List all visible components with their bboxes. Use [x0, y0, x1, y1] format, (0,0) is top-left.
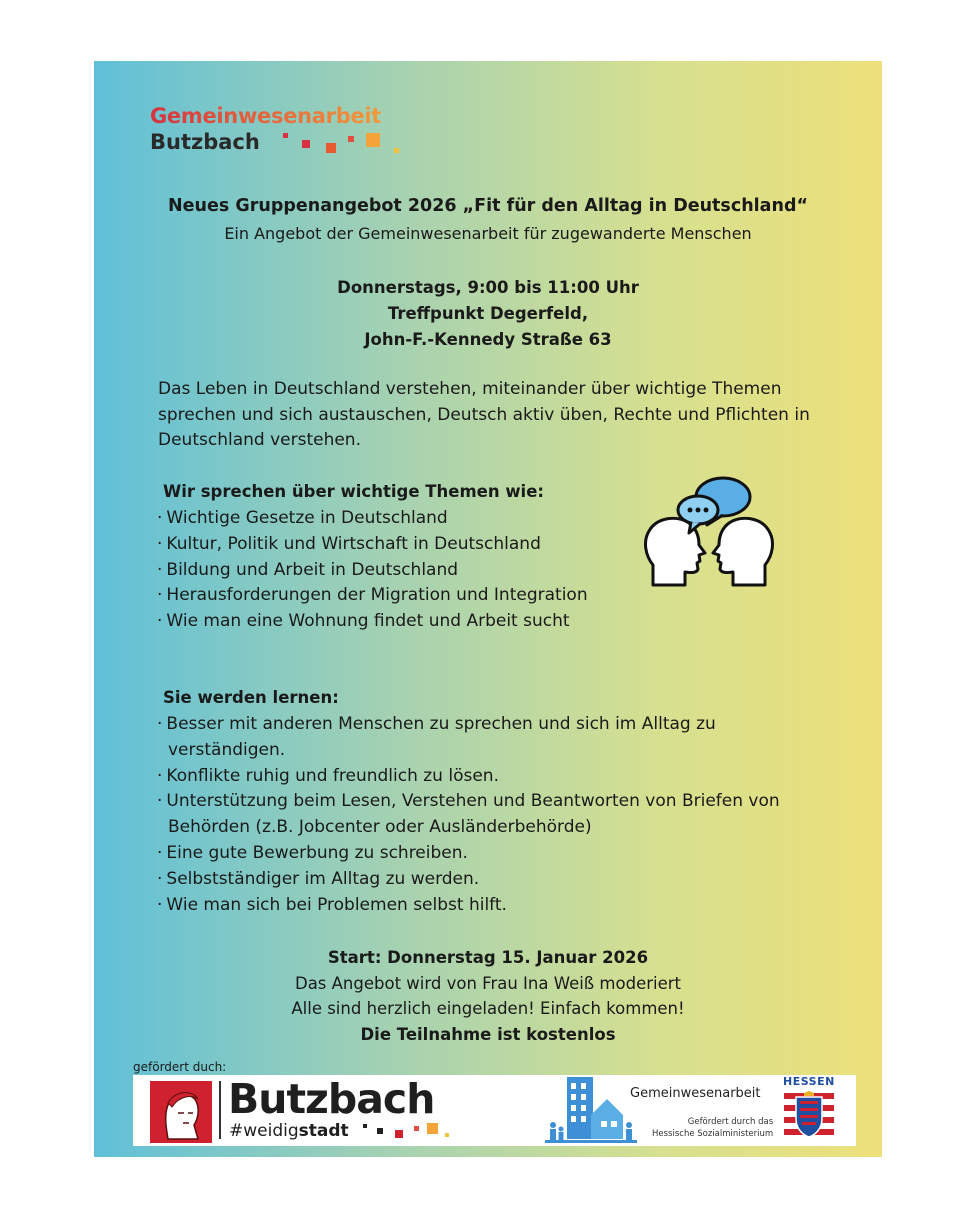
page-title: Neues Gruppenangebot 2026 „Fit für den Alltag in Deutschland“ [168, 196, 808, 216]
logo-line1: Gemeinwesenarbeit [150, 104, 382, 128]
learn-heading: Sie werden lernen: [163, 688, 339, 707]
list-item: · Wie man sich bei Problemen selbst hilft. [157, 893, 847, 919]
list-item: · Unterstützung beim Lesen, Verstehen und Beantworten von Briefen von Behörden (z.B. Jobcenter oder Ausländerbehörde) [157, 789, 847, 841]
conversation-heads-icon [643, 475, 775, 587]
list-item: · Herausforderungen der Migration und Integration [157, 583, 588, 609]
moderator-line: Das Angebot wird von Frau Ina Weiß moderiert [294, 973, 682, 993]
intro-paragraph: Das Leben in Deutschland verstehen, miteinander über wichtige Themen sprechen und sich austauschen, Deutsch aktiv üben, Rechte und Pflichten in Deutschland verstehen. [158, 379, 810, 450]
butzbach-portrait-icon [150, 1081, 212, 1143]
city-tag-bold: stadt [298, 1121, 349, 1141]
topics-list [157, 506, 588, 635]
logo-line2: Butzbach [150, 130, 260, 154]
start-date: Start: Donnerstag 15. Januar 2026 [327, 948, 649, 967]
invite-line: Alle sind herzlich eingeladen! Einfach kommen! [291, 999, 685, 1018]
closing-block [94, 945, 882, 1047]
schedule-block [94, 275, 882, 353]
city-squares-icon [361, 1121, 453, 1141]
list-item: · Besser mit anderen Menschen zu sprechen und sich im Alltag zu verständigen. [157, 712, 847, 764]
list-item: · Selbstständiger im Alltag zu werden. [157, 867, 847, 893]
schedule-place: Treffpunkt Degerfeld, [387, 304, 589, 323]
hessen-label: HESSEN [783, 1075, 835, 1088]
list-item: · Eine gute Bewerbung zu schreiben. [157, 841, 847, 867]
topics-heading: Wir sprechen über wichtige Themen wie: [163, 482, 545, 501]
hessen-crest-icon [784, 1091, 834, 1143]
city-name: Butzbach [228, 1075, 435, 1123]
schedule-day-time: Donnerstags, 9:00 bis 11:00 Uhr [337, 278, 639, 297]
free-line: Die Teilnahme ist kostenlos [360, 1024, 616, 1044]
funded-label: gefördert duch: [133, 1060, 227, 1074]
list-item: · Konflikte ruhig und freundlich zu lösen. [157, 764, 847, 790]
page-subtitle: Ein Angebot der Gemeinwesenarbeit für zugewanderte Menschen [224, 224, 752, 243]
list-item: · Bildung und Arbeit in Deutschland [157, 558, 588, 584]
logo-squares-icon [280, 130, 405, 158]
sponsor-banner [133, 1075, 856, 1146]
list-item: · Kultur, Politik und Wirtschaft in Deutschland [157, 532, 588, 558]
banner-divider [219, 1081, 221, 1139]
learn-list [157, 712, 847, 918]
funding-note [652, 1116, 773, 1140]
houses-people-icon [545, 1075, 637, 1145]
schedule-address: John-F.-Kennedy Straße 63 [364, 330, 612, 349]
city-tag [229, 1121, 349, 1141]
gwa-label: Gemeinwesenarbeit [630, 1086, 761, 1101]
city-tag-prefix: #weidig [229, 1121, 299, 1141]
list-item: · Wichtige Gesetze in Deutschland [157, 506, 588, 532]
list-item: · Wie man eine Wohnung findet und Arbeit sucht [157, 609, 588, 635]
funding-note-line1: Gefördert durch das [687, 1117, 774, 1127]
funding-note-line2: Hessische Sozialministerium [652, 1129, 774, 1139]
